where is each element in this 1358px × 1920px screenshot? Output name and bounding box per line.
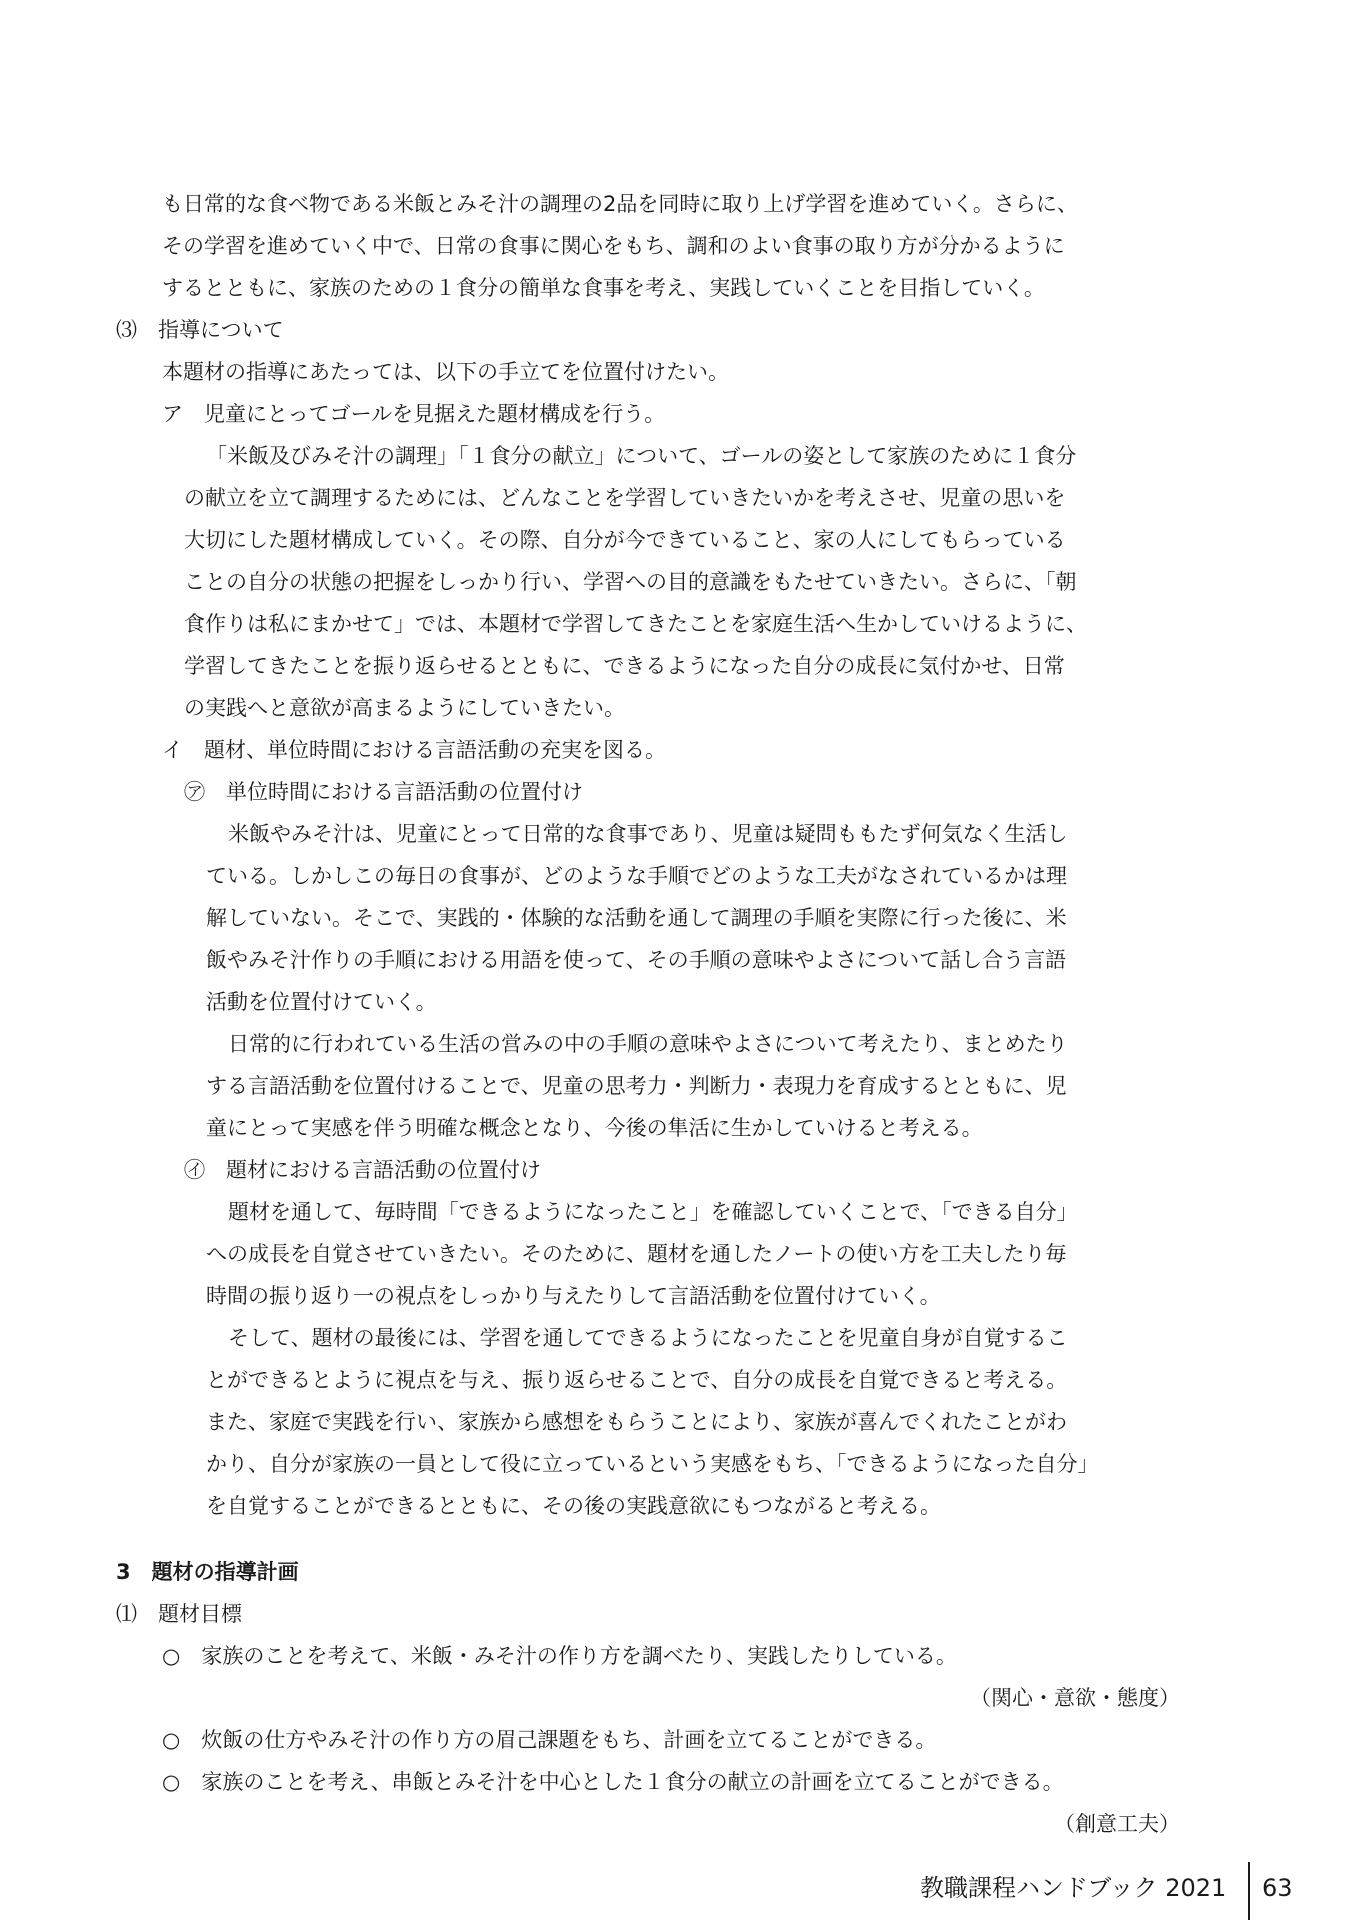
item-heading: ㋐ 単位時間における言語活動の位置付け [184,780,583,804]
goal-category: （創意工夫） [1054,1812,1180,1836]
paragraph-line: の献立を立て調理するためには、どんなことを学習していきたいかを考えさせ、児童の思いを [184,486,1066,510]
paragraph-line: する言語活動を位置付けることで、児童の思考力・判断力・表現力を育成するとともに、児 [206,1074,1067,1098]
paragraph-line: 日常的に行われている生活の営みの中の手順の意味やよさについて考えたり、まとめたり [228,1032,1068,1056]
paragraph-line: 本題材の指導にあたっては、以下の手立てを位置付けたい。 [162,360,729,384]
subsection-heading: ア 児童にとってゴールを見据えた題材構成を行う。 [162,402,666,426]
paragraph-line: も日常的な食べ物である米飯とみそ汁の調理の2品を同時に取り上げ学習を進めていく。さらに、 [162,192,1078,216]
paragraph-line: かり、自分が家族の一員として役に立っているという実感をもち、「できるようになった自分」 [206,1452,1099,1476]
item-heading: ㋑ 題材における言語活動の位置付け [184,1158,541,1182]
goal-item: ○ 家族のことを考えて、米飯・みそ汁の作り方を調べたり、実践したりしている。 [162,1644,957,1668]
paragraph-line: 学習してきたことを振り返らせるとともに、できるようになった自分の成長に気付かせ、日常 [184,654,1065,678]
paragraph-line: 活動を位置付けていく。 [206,990,437,1014]
paragraph-line: 童にとって実感を伴う明確な概念となり、今後の隼活に生かしていけると考える。 [206,1116,983,1140]
paragraph-line: とができるとように視点を与え、振り返らせることで、自分の成長を自覚できると考える。 [206,1368,1068,1392]
paragraph-line: ことの自分の状態の把握をしっかり行い、学習への目的意識をもたせていきたい。さらに、「朝 [184,570,1077,594]
paragraph-line: 題材を通して、毎時間「できるようになったこと」を確認していくことで、「できる自分」 [228,1200,1078,1224]
goal-item: ○ 炊飯の仕方やみそ汁の作り方の眉己課題をもち、計画を立てることができる。 [162,1728,937,1752]
goal-category: （関心・意欲・態度） [970,1686,1180,1710]
section-heading: ⑴ 題材目標 [116,1602,242,1626]
footer-title: 教職課程ハンドブック 2021 [920,1874,1227,1902]
paragraph-line: の実践へと意欲が高まるようにしていきたい。 [184,696,625,720]
paragraph-line: 米飯やみそ汁は、児童にとって日常的な食事であり、児童は疑問ももたず何気なく生活し [228,822,1068,846]
paragraph-line: を自覚することができるとともに、その後の実践意欲にもつながると考える。 [206,1494,941,1518]
paragraph-line: するとともに、家族のための１食分の簡単な食事を考え、実践していくことを目指していく。 [162,276,1045,300]
paragraph-line: への成長を自覚させていきたい。そのために、題材を通したノートの使い方を工夫したり毎 [206,1242,1067,1266]
paragraph-line: 飯やみそ汁作りの手順における用語を使って、その手順の意味やよさについて話し合う言語 [206,948,1067,972]
paragraph-line: そして、題材の最後には、学習を通してできるようになったことを児童自身が自覚するこ [228,1326,1068,1350]
paragraph-line: 「米飯及びみそ汁の調理」「１食分の献立」について、ゴールの姿として家族のために１食分 [206,444,1077,468]
footer-divider [1248,1862,1250,1920]
paragraph-line: また、家庭で実践を行い、家族から感想をもらうことにより、家族が喜んでくれたことがわ [206,1410,1067,1434]
subsection-heading: イ 題材、単位時間における言語活動の充実を図る。 [162,738,666,762]
paragraph-line: 大切にした題材構成していく。その際、自分が今できていること、家の人にしてもらっている [184,528,1066,552]
goal-item: ○ 家族のことを考え、串飯とみそ汁を中心とした１食分の献立の計画を立てることができる。 [162,1770,1064,1794]
paragraph-line: 食作りは私にまかせて」では、本題材で学習してきたことを家庭生活へ生かしていけるように、 [184,612,1087,636]
section-heading: ⑶ 指導について [116,318,284,342]
paragraph-line: 解していない。そこで、実践的・体験的な活動を通して調理の手順を実際に行った後に、米 [206,906,1067,930]
page-number: 63 [1262,1874,1293,1902]
paragraph-line: その学習を進めていく中で、日常の食事に関心をもち、調和のよい食事の取り方が分かるように [162,234,1065,258]
paragraph-line: ている。しかしこの毎日の食事が、どのような手順でどのような工夫がなされているかは理 [206,864,1067,888]
chapter-heading: 3 題材の指導計画 [116,1560,299,1584]
paragraph-line: 時間の振り返り一の視点をしっかり与えたりして言語活動を位置付けていく。 [206,1284,941,1308]
